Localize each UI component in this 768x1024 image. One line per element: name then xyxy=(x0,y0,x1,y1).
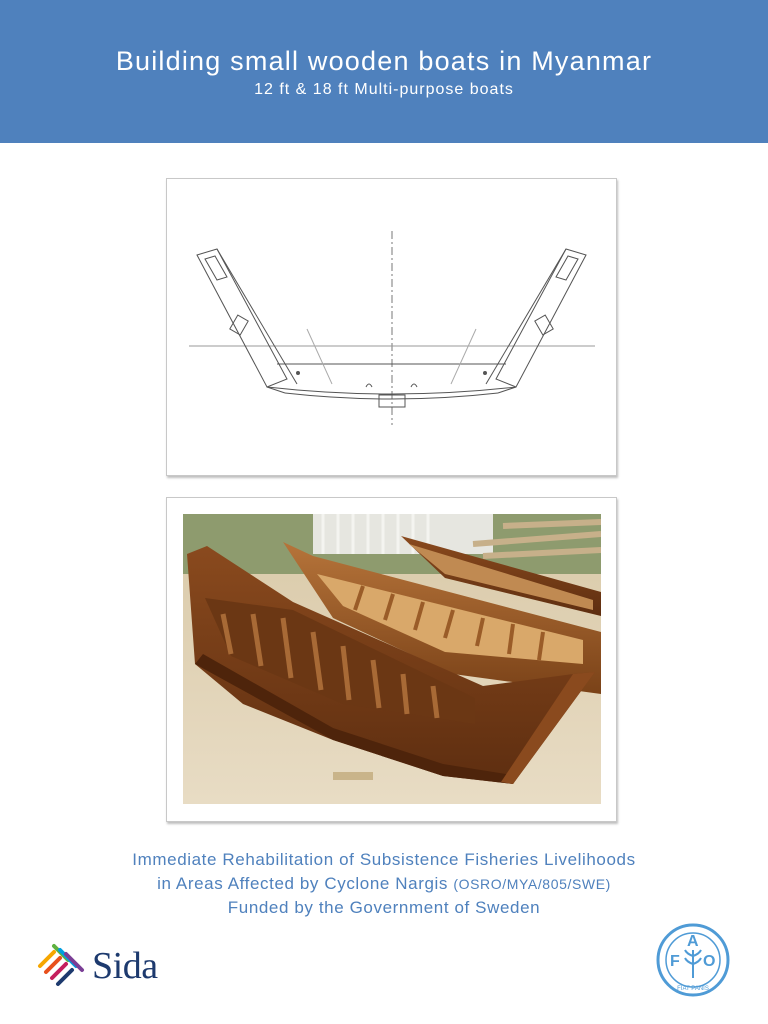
project-caption-line-2 xyxy=(0,872,768,896)
fao-logo xyxy=(655,922,731,998)
sida-logo xyxy=(36,940,176,990)
project-code: (OSRO/MYA/805/SWE) xyxy=(453,876,611,892)
cover-header xyxy=(0,0,768,143)
sida-mark-icon xyxy=(36,942,86,990)
fao-letter-f: F xyxy=(670,953,680,970)
sida-wordmark: Sida xyxy=(92,945,158,987)
wooden-boats-photo xyxy=(183,514,601,804)
fao-letter-o: O xyxy=(703,953,716,970)
document-subtitle: 12 ft & 18 ft Multi-purpose boats xyxy=(254,81,514,98)
boat-photo-frame xyxy=(166,497,617,822)
fao-motto: FIAT PANIS xyxy=(677,986,709,992)
project-caption-line-1: Immediate Rehabilitation of Subsistence Fisheries Livelihoods xyxy=(132,850,636,869)
funding-caption: Funded by the Government of Sweden xyxy=(227,898,541,917)
cross-section-diagram xyxy=(167,179,616,475)
fao-emblem-icon xyxy=(655,922,731,998)
fao-letter-a: A xyxy=(687,933,699,950)
project-caption-line-2-main: in Areas Affected by Cyclone Nargis xyxy=(157,874,454,893)
boat-cross-section-drawing xyxy=(166,178,617,476)
document-title: Building small wooden boats in Myanmar xyxy=(115,46,653,76)
boats-illustration xyxy=(183,514,601,804)
